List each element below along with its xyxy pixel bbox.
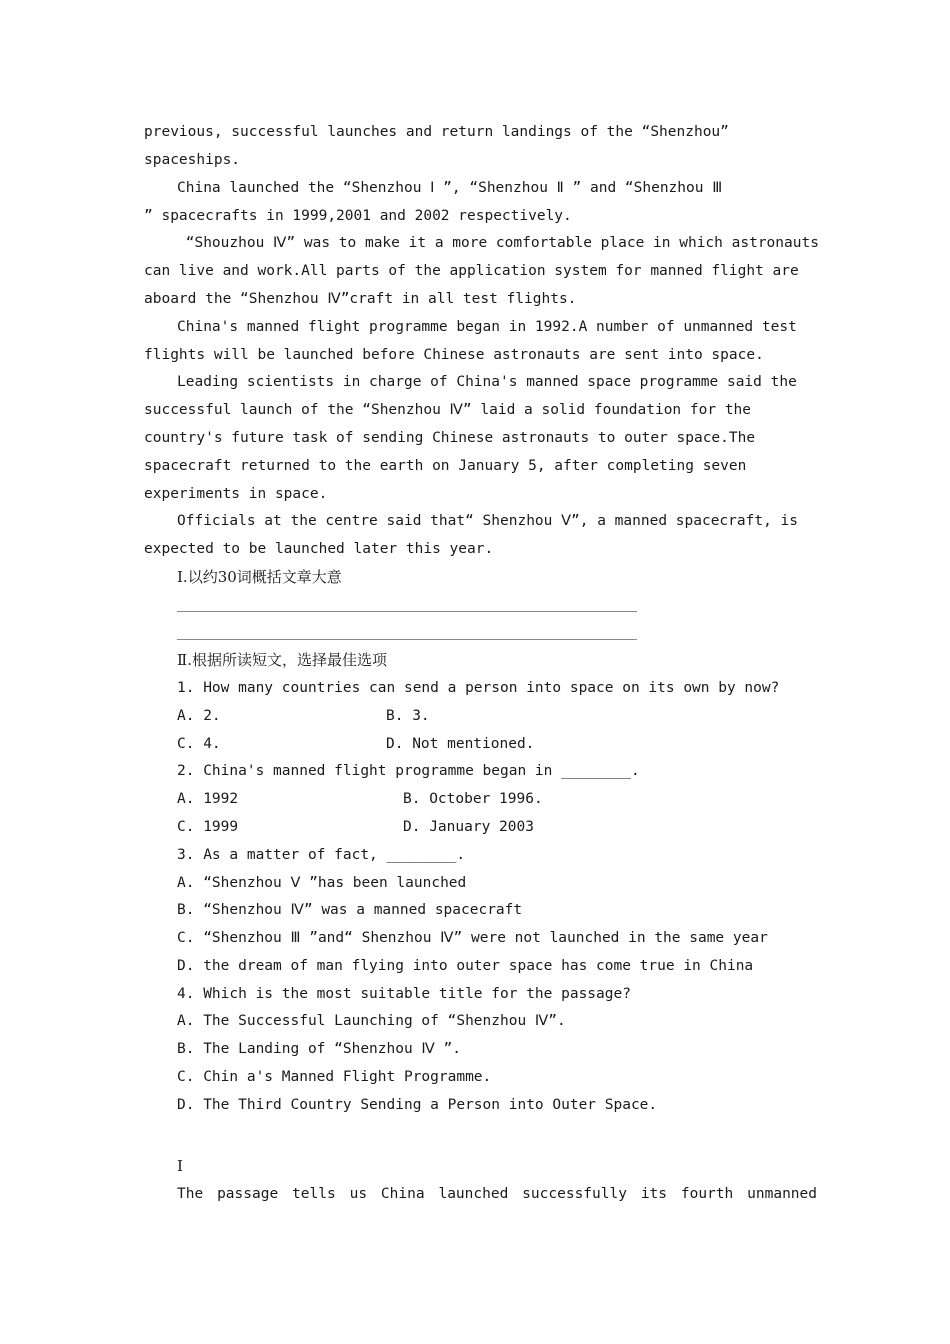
question-3-stem: 3. As a matter of fact, ________. bbox=[177, 847, 466, 863]
passage-line: “Shouzhou Ⅳ” was to make it a more comfortable place in which astronauts bbox=[177, 235, 819, 251]
passage-line: Leading scientists in charge of China's manned space programme said the bbox=[177, 374, 797, 390]
passage-line: China's manned flight programme began in 1992.A number of unmanned test bbox=[177, 319, 797, 335]
passage-line: experiments in space. bbox=[144, 486, 328, 502]
question-1-option-a: A. 2. bbox=[177, 708, 221, 724]
question-1-option-d: D. Not mentioned. bbox=[386, 736, 535, 752]
passage-line: can live and work.All parts of the application system for manned flight are bbox=[144, 263, 799, 279]
question-2-option-a: A. 1992 bbox=[177, 791, 239, 807]
question-2-stem: 2. China's manned flight programme began in ________. bbox=[177, 763, 640, 779]
question-1-option-b: B. 3. bbox=[386, 708, 430, 724]
question-2-option-b: B. October 1996. bbox=[403, 791, 543, 807]
passage-line: country's future task of sending Chinese astronauts to outer space.The bbox=[144, 430, 756, 446]
question-3-option-c: C. “Shenzhou Ⅲ ”and“ Shenzhou Ⅳ” were not launched in the same year bbox=[177, 930, 768, 946]
passage-line: flights will be launched before Chinese astronauts are sent into space. bbox=[144, 347, 764, 363]
section-2-heading: Ⅱ.根据所读短文，选择最佳选项 bbox=[177, 651, 387, 669]
passage-line: spacecraft returned to the earth on January 5, after completing seven bbox=[144, 458, 747, 474]
question-4-option-c: C. Chin a's Manned Flight Programme. bbox=[177, 1069, 492, 1085]
question-2-option-d: D. January 2003 bbox=[403, 819, 534, 835]
passage-line: previous, successful launches and return landings of the “Shenzhou” bbox=[144, 124, 729, 140]
passage-line: aboard the “Shenzhou Ⅳ”craft in all test flights. bbox=[144, 291, 577, 307]
question-1-stem: 1. How many countries can send a person into space on its own by now? bbox=[177, 680, 780, 696]
passage-line: spaceships. bbox=[144, 152, 241, 168]
passage-line: successful launch of the “Shenzhou Ⅳ” laid a solid foundation for the bbox=[144, 402, 752, 418]
question-4-stem: 4. Which is the most suitable title for the passage? bbox=[177, 986, 631, 1002]
question-4-option-a: A. The Successful Launching of “Shenzhou Ⅳ”. bbox=[177, 1013, 566, 1029]
question-3-option-a: A. “Shenzhou Ⅴ ”has been launched bbox=[177, 875, 467, 891]
passage-line: China launched the “Shenzhou Ⅰ ”, “Shenzhou Ⅱ ” and “Shenzhou Ⅲ bbox=[177, 180, 723, 196]
answer-blank-line bbox=[177, 639, 637, 640]
question-3-option-d: D. the dream of man flying into outer space has come true in China bbox=[177, 958, 754, 974]
answer-blank-line bbox=[177, 611, 637, 612]
question-4-option-d: D. The Third Country Sending a Person into Outer Space. bbox=[177, 1097, 658, 1113]
answer-text: The passage tells us China launched successfully its fourth unmanned bbox=[177, 1186, 817, 1202]
question-1-option-c: C. 4. bbox=[177, 736, 221, 752]
question-2-option-c: C. 1999 bbox=[177, 819, 239, 835]
passage-line: expected to be launched later this year. bbox=[144, 541, 494, 557]
passage-line: Officials at the centre said that“ Shenzhou Ⅴ”, a manned spacecraft, is bbox=[177, 513, 799, 529]
question-4-option-b: B. The Landing of “Shenzhou Ⅳ ”. bbox=[177, 1041, 462, 1057]
section-1-heading: Ⅰ.以约30词概括文章大意 bbox=[177, 568, 342, 586]
question-3-option-b: B. “Shenzhou Ⅳ” was a manned spacecraft bbox=[177, 902, 523, 918]
answer-section-label: Ⅰ bbox=[177, 1157, 183, 1175]
passage-line: ” spacecrafts in 1999,2001 and 2002 respectively. bbox=[144, 208, 572, 224]
